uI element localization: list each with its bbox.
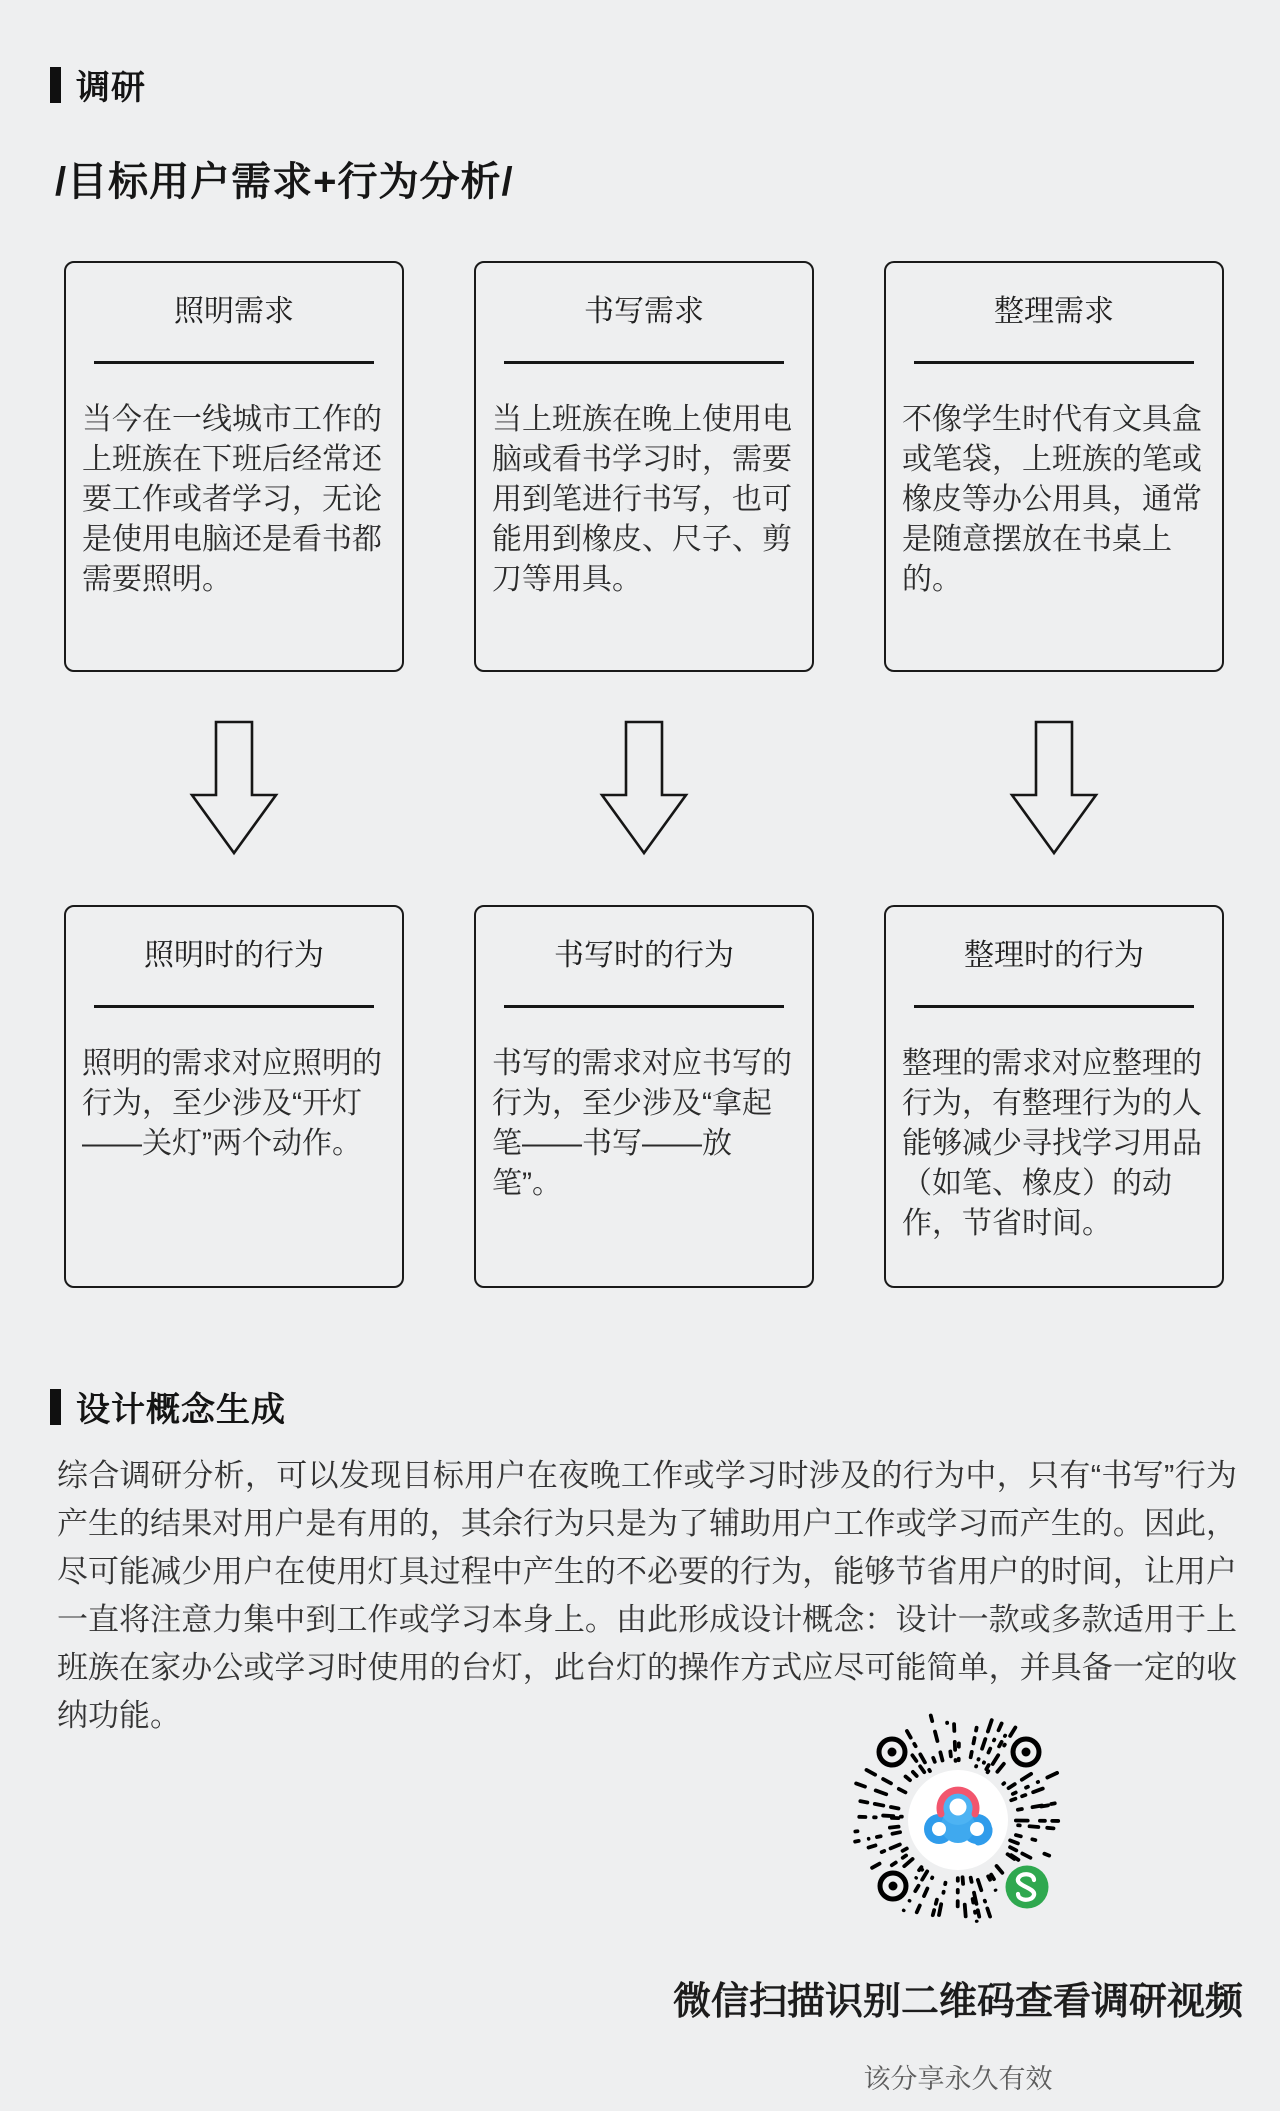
card-body: 照明的需求对应照明的行为，至少涉及“开灯——关灯”两个动作。 (82, 1047, 382, 1160)
card-body: 不像学生时代有文具盒或笔袋，上班族的笔或橡皮等办公用具，通常是随意摆放在书桌上的。 (902, 403, 1202, 596)
analysis-subtitle: /目标用户需求+行为分析/ (55, 160, 514, 204)
flow-arrow-row (64, 719, 1224, 857)
header-bar-mark (50, 67, 61, 103)
wechat-mini-program-badge-icon (1001, 1861, 1053, 1913)
card-divider (504, 361, 784, 364)
card-title: 照明需求 (174, 295, 294, 328)
qr-finder-ring (880, 1873, 906, 1899)
research-section-title: 调研 (76, 69, 146, 107)
card-title: 整理时的行为 (964, 939, 1144, 972)
card-body: 书写的需求对应书写的行为，至少涉及“拿起笔——书写——放笔”。 (492, 1047, 792, 1200)
card-title: 整理需求 (994, 295, 1114, 328)
need-card-writing (474, 261, 814, 672)
behavior-card-lighting (64, 905, 404, 1288)
research-section-header (50, 60, 146, 109)
down-arrow-icon (474, 719, 814, 857)
qr-note: 该分享永久有效 (863, 2064, 1053, 2094)
qr-finder-ring (879, 1739, 905, 1765)
card-divider (94, 361, 374, 364)
down-arrow-icon (884, 719, 1224, 857)
down-arrow-icon (64, 719, 404, 857)
concept-section-header (50, 1382, 286, 1431)
qr-finder-ring (1013, 1739, 1039, 1765)
qr-caption: 微信扫描识别二维码查看调研视频 (672, 1981, 1243, 2023)
card-title: 书写需求 (584, 295, 704, 328)
card-body: 当上班族在晚上使用电脑或看书学习时，需要用到笔进行书写，也可能用到橡皮、尺子、剪刀等用具。 (492, 403, 792, 596)
behavior-card-writing (474, 905, 814, 1288)
behaviors-card-row (64, 905, 1224, 1288)
card-divider (94, 1005, 374, 1008)
needs-card-row (64, 261, 1224, 672)
need-card-organizing (884, 261, 1224, 672)
card-body: 整理的需求对应整理的行为，有整理行为的人能够减少寻找学习用品（如笔、橡皮）的动作，节省时间。 (902, 1047, 1202, 1240)
card-divider (504, 1005, 784, 1008)
card-body: 当今在一线城市工作的上班族在下班后经常还要工作或者学习，无论是使用电脑还是看书都需要照明。 (82, 403, 382, 596)
card-divider (914, 1005, 1194, 1008)
card-divider (914, 361, 1194, 364)
concept-section-title: 设计概念生成 (76, 1391, 286, 1429)
card-title: 书写时的行为 (554, 939, 734, 972)
header-bar-mark (50, 1389, 61, 1425)
behavior-card-organizing (884, 905, 1224, 1288)
concept-paragraph: 综合调研分析，可以发现目标用户在夜晚工作或学习时涉及的行为中，只有“书写”行为产生的结果对用户是有用的，其余行为只是为了辅助用户工作或学习而产生的。因此，尽可能减少用户在使用灯具过程中产生的不必要的行为，能够节省用户的时间，让用户一直将注意力集中到工作或学习本身上。由此形成设计概念：设计一款或多款适用于上班族在家办公或学习时使用的台灯，此台灯的操作方式应尽可能简单，并具备一定的收纳功能。 (57, 1458, 1237, 1733)
qr-code (848, 1710, 1068, 1930)
need-card-lighting (64, 261, 404, 672)
qr-section (658, 1710, 1258, 2096)
card-title: 照明时的行为 (144, 939, 324, 972)
